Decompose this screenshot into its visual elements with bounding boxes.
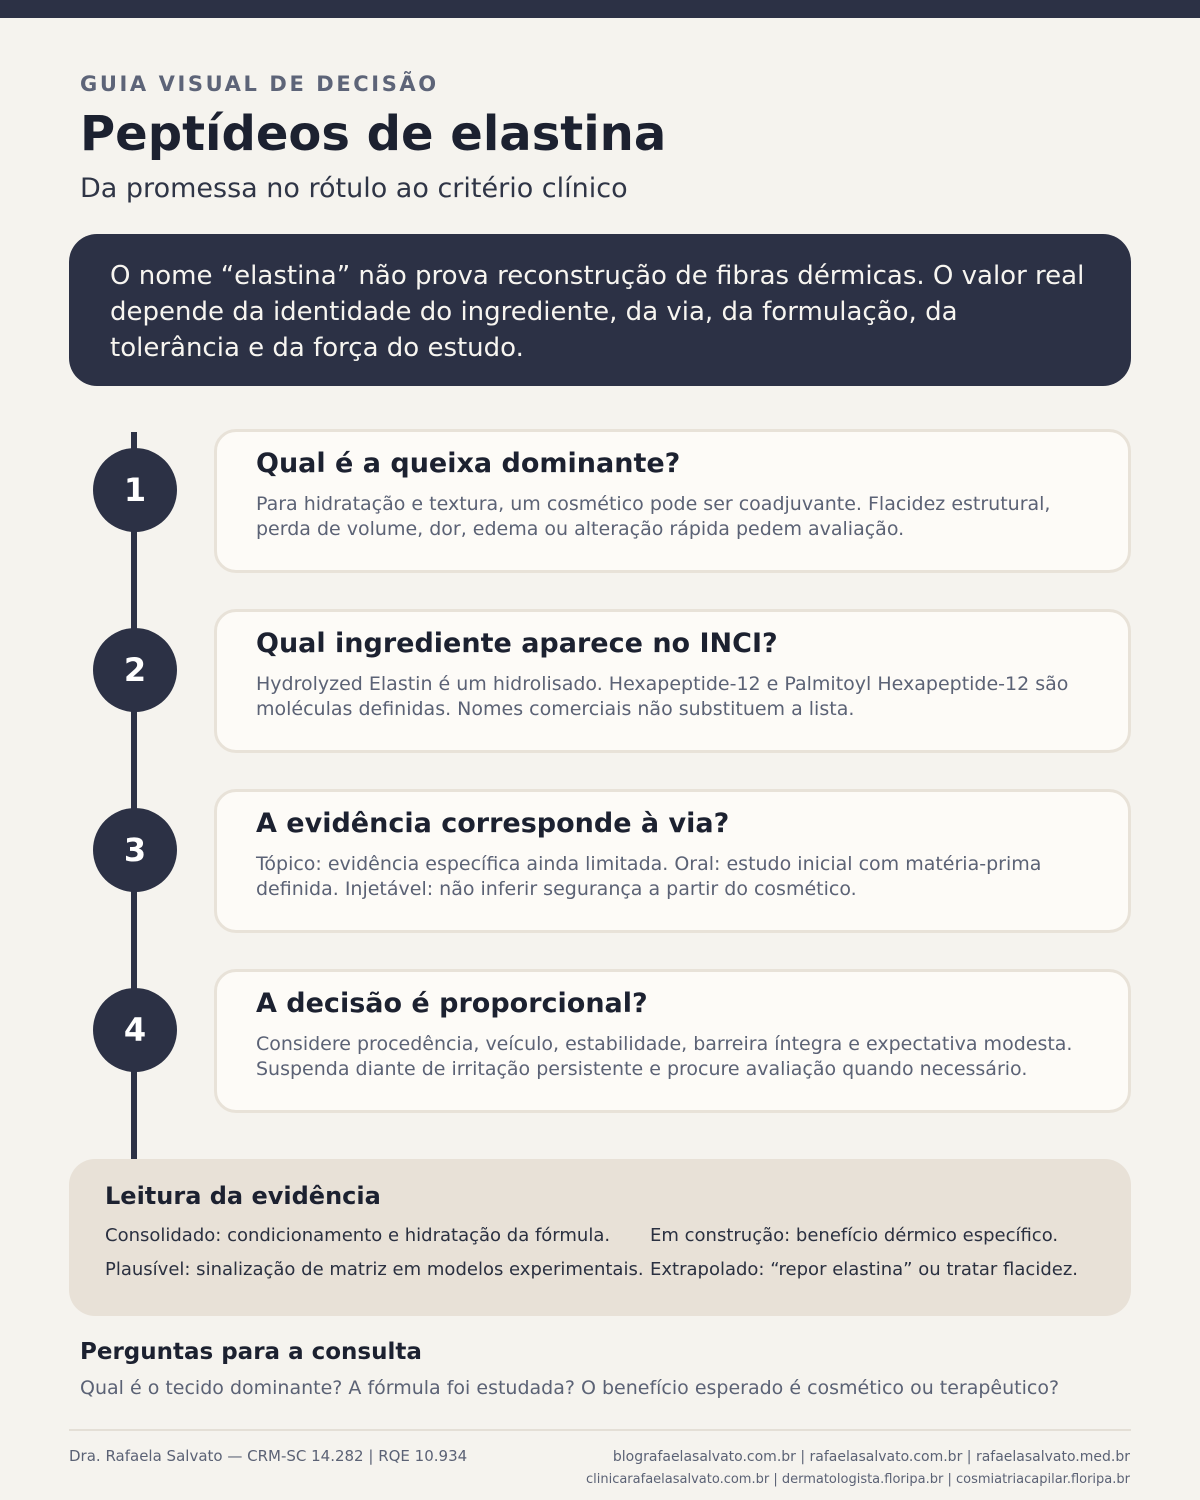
evidence-grid	[105, 1223, 1095, 1282]
step-title: Qual ingrediente aparece no INCI?	[256, 628, 778, 659]
evidence-panel	[69, 1159, 1131, 1316]
footer-links-line1: blografaelasalvato.com.br | rafaelasalvato.com.br | rafaelasalvato.med.br	[612, 1449, 1130, 1465]
footer-divider	[69, 1429, 1131, 1431]
page-title: Peptídeos de elastina	[80, 106, 667, 162]
key-message-callout	[69, 234, 1131, 386]
step-card-2	[214, 609, 1131, 753]
page-subtitle: Da promessa no rótulo ao critério clínico	[80, 173, 628, 204]
step-number-1: 1	[93, 448, 177, 532]
step-body: Tópico: evidência específica ainda limitada. Oral: estudo inicial com matéria-prima definida. Injetável: não inferir segurança a partir do cosmético.	[256, 853, 1042, 900]
step-title: A evidência corresponde à via?	[256, 808, 730, 839]
step-title: Qual é a queixa dominante?	[256, 448, 681, 479]
step-body: Hydrolyzed Elastin é um hidrolisado. Hexapeptide-12 e Palmitoyl Hexapeptide-12 são moléculas definidas. Nomes comerciais não substituem a lista.	[256, 673, 1069, 720]
footer-links-line2: clinicarafaelasalvato.com.br | dermatologista.floripa.br | cosmiatriacapilar.floripa.br	[585, 1472, 1130, 1487]
step-number-2: 2	[93, 628, 177, 712]
evidence-item-consolidado: Consolidado: condicionamento e hidratação da fórmula.	[105, 1225, 611, 1246]
step-title: A decisão é proporcional?	[256, 988, 648, 1019]
step-card-1	[214, 429, 1131, 573]
step-card-4	[214, 969, 1131, 1113]
step-body: Para hidratação e textura, um cosmético pode ser coadjuvante. Flacidez estrutural, perda de volume, dor, edema ou alteração rápida pedem avaliação.	[256, 493, 1051, 540]
questions-title: Perguntas para a consulta	[80, 1339, 422, 1365]
questions-body: Qual é o tecido dominante? A fórmula foi estudada? O benefício esperado é cosmético ou terapêutico?	[80, 1377, 1060, 1399]
callout-text: O nome “elastina” não prova reconstrução de fibras dérmicas. O valor real depende da identidade do ingrediente, da via, da formulação, da tolerância e da força do estudo.	[110, 261, 1085, 363]
footer-author: Dra. Rafaela Salvato — CRM-SC 14.282 | RQE 10.934	[69, 1447, 468, 1465]
evidence-title: Leitura da evidência	[105, 1182, 381, 1210]
eyebrow-label: GUIA VISUAL DE DECISÃO	[80, 72, 439, 96]
step-body: Considere procedência, veículo, estabilidade, barreira íntegra e expectativa modesta. Suspenda diante de irritação persistente e procure avaliação quando necessário.	[256, 1033, 1073, 1080]
evidence-item-plausivel: Plausível: sinalização de matriz em modelos experimentais.	[105, 1259, 644, 1280]
top-accent-bar	[0, 0, 1200, 18]
step-card-3	[214, 789, 1131, 933]
evidence-item-em-construcao: Em construção: benefício dérmico específico.	[650, 1225, 1059, 1246]
evidence-item-extrapolado: Extrapolado: “repor elastina” ou tratar flacidez.	[650, 1259, 1078, 1280]
step-number-4: 4	[93, 988, 177, 1072]
step-number-3: 3	[93, 808, 177, 892]
